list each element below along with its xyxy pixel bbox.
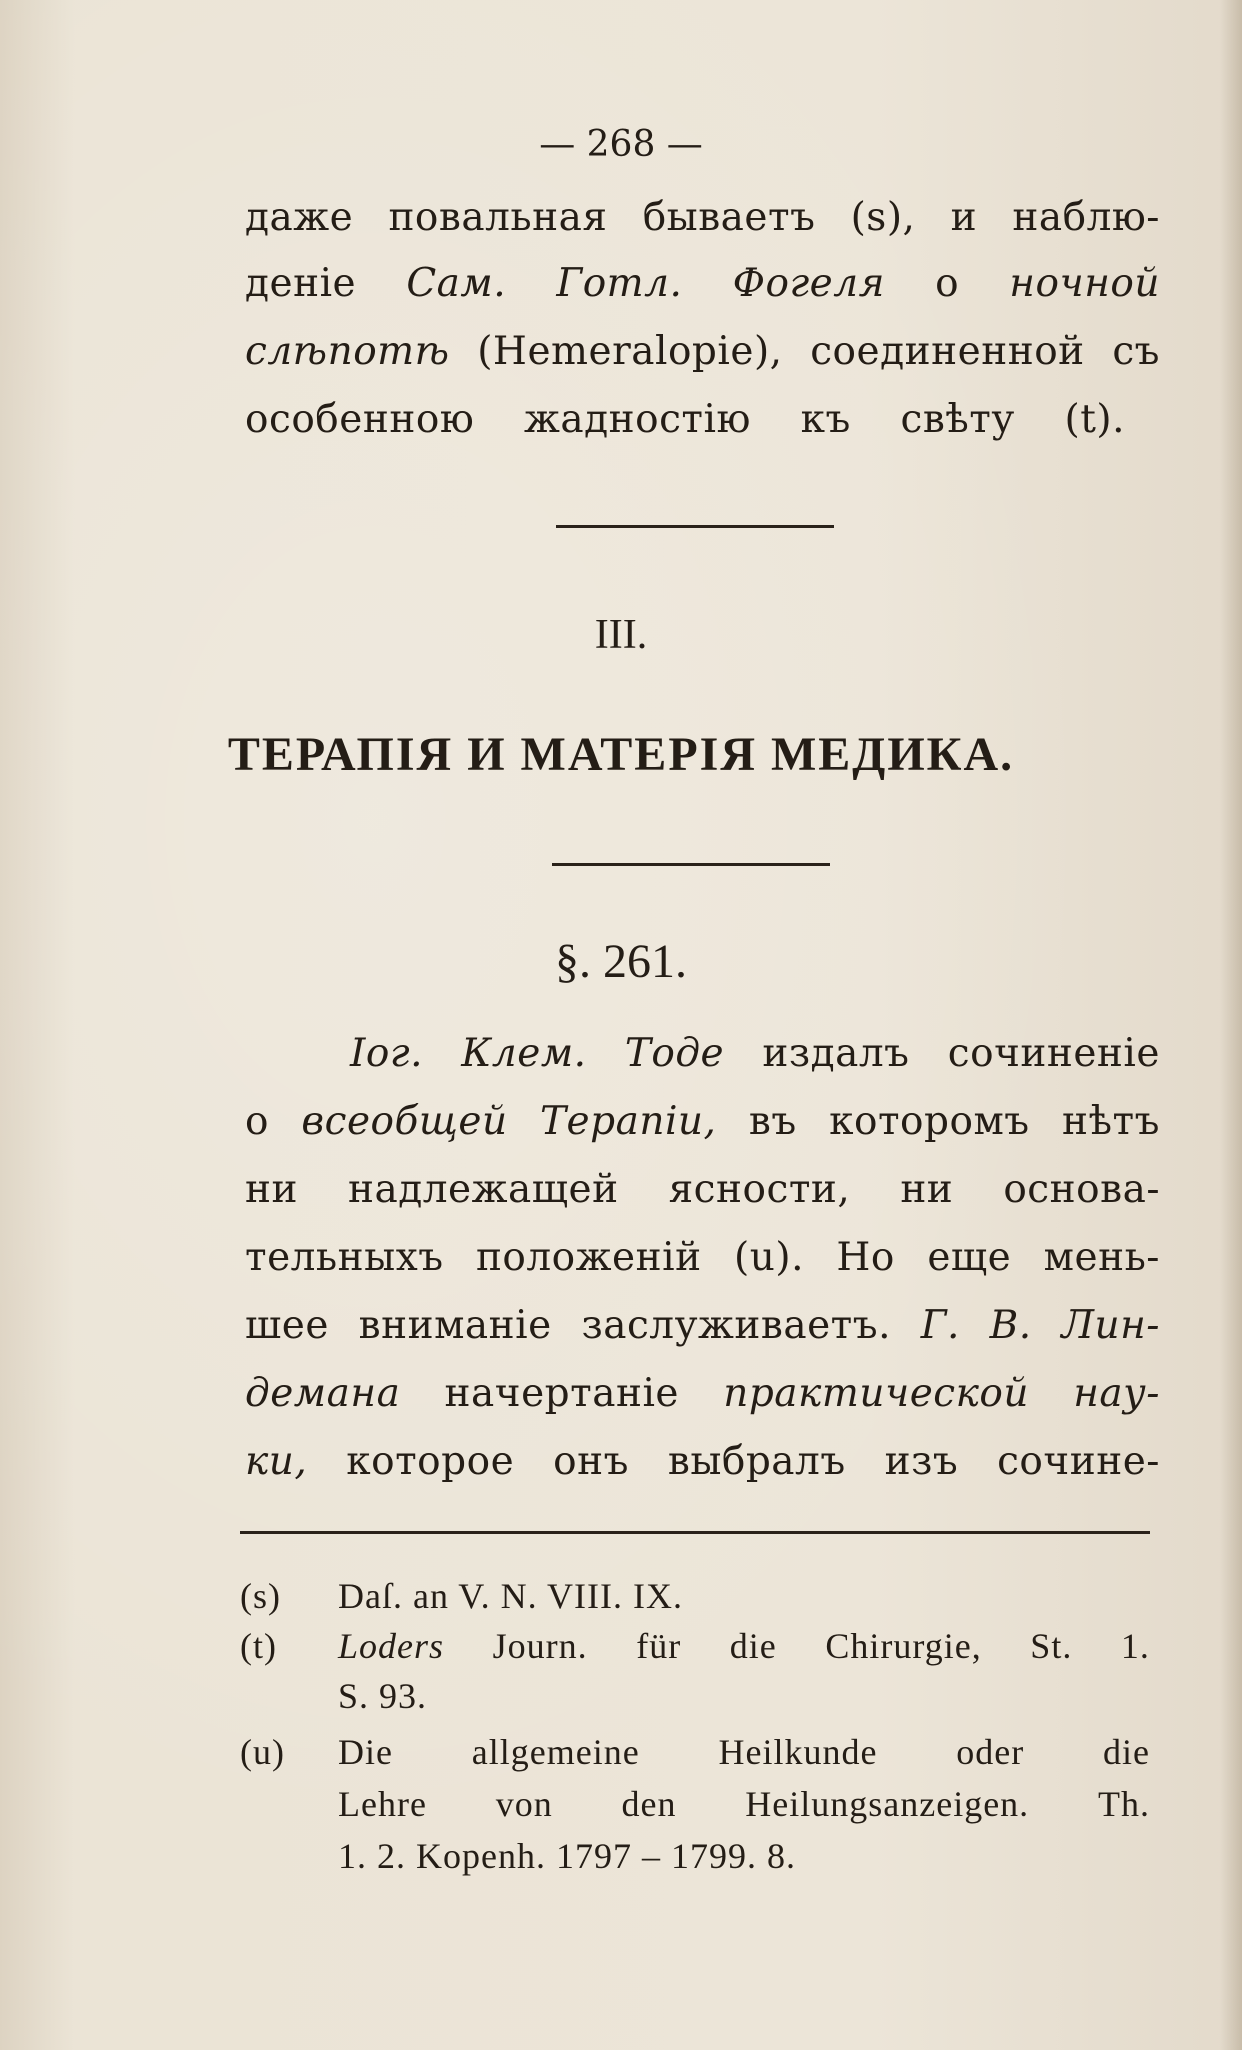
text-line: ки, которое онъ выбралъ изъ сочине-: [245, 1439, 1160, 1484]
footnote-mark-t: (t): [240, 1626, 277, 1666]
text-line: слѣпотѣ (Hemeralopie), соединенной съ: [245, 329, 1160, 374]
footnote-s: Daſ. an V. N. VIII. IX.: [338, 1576, 683, 1616]
text-line: о всеобщей Терапіи, въ которомъ нѣтъ: [245, 1099, 1160, 1144]
footnote-divider: [240, 1531, 1150, 1534]
footnote-u-imprint: 1. 2. Kopenh. 1797 – 1799. 8.: [338, 1836, 796, 1876]
text-line: деніе Сам. Готл. Фогеля о ночной: [245, 261, 1160, 306]
running-head: — 268 —: [539, 124, 703, 165]
text-line: Іог. Клем. Тоде издалъ сочиненіе: [350, 1031, 1160, 1076]
footnote-mark-s: (s): [240, 1576, 281, 1616]
text-line: ни надлежащей ясности, ни основа-: [245, 1167, 1160, 1212]
text-line: особенною жадностію къ свѣту (t).: [245, 397, 1125, 442]
text-line: даже повальная бываетъ (s), и наблю-: [245, 195, 1160, 240]
footnote-t-continued: S. 93.: [338, 1676, 428, 1716]
footnote-mark-u: (u): [240, 1732, 285, 1772]
paragraph-number: §. 261.: [555, 935, 687, 988]
footnote-u-continued: Lehre von den Heilungsanzeigen. Th.: [338, 1784, 1150, 1824]
text-line: демана начертаніе практической нау-: [245, 1371, 1160, 1416]
section-divider-top: [556, 525, 834, 528]
page-edge-shadow: [1220, 0, 1242, 2050]
footnote-u: Die allgemeine Heilkunde oder die: [338, 1732, 1150, 1772]
text-line: шее вниманіе заслуживаетъ. Г. В. Лин-: [245, 1303, 1160, 1348]
footnote-t: Loders Journ. für die Chirurgie, St. 1.: [338, 1626, 1150, 1666]
section-title: ТЕРАПІЯ И МАТЕРІЯ МЕДИКА.: [227, 728, 1015, 781]
section-number: III.: [594, 612, 648, 658]
section-divider-bottom: [552, 863, 830, 866]
text-line: тельныхъ положеній (u). Но еще мень-: [245, 1235, 1160, 1280]
